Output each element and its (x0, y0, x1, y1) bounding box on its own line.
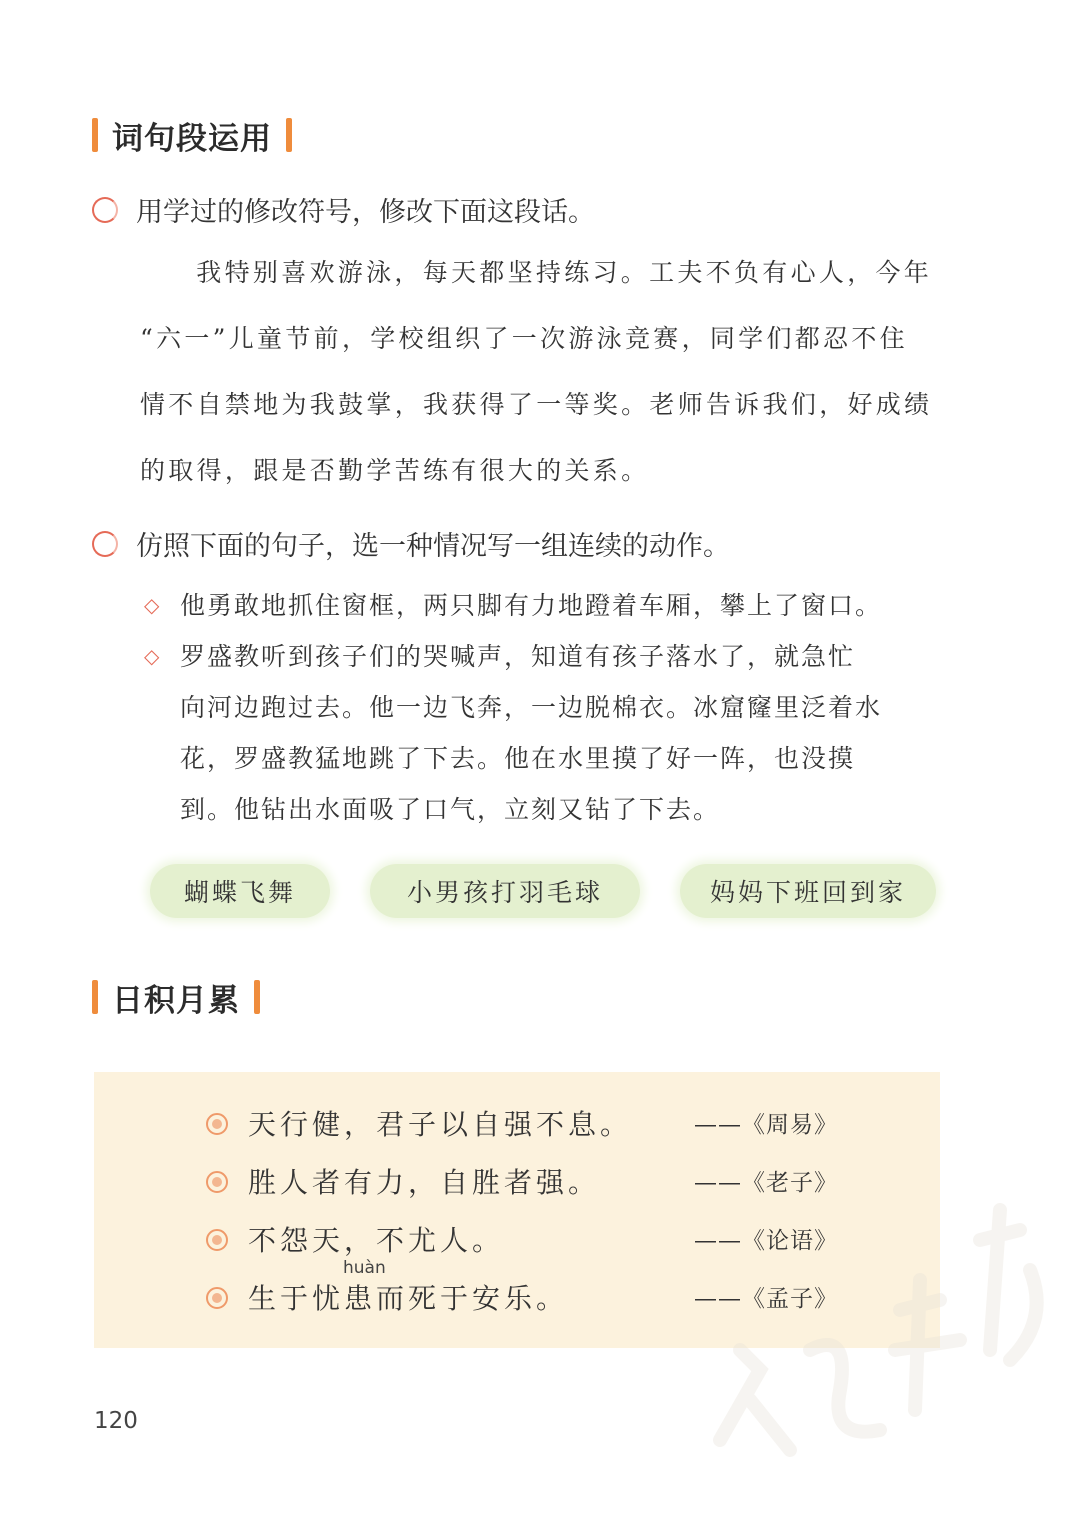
ring-bullet-icon (206, 1171, 228, 1193)
example-2-line (140, 631, 940, 682)
example-2-line (140, 682, 940, 733)
question-1-prompt: 用学过的修改符号，修改下面这段话。 (136, 197, 595, 228)
paragraph-line: 情不自禁地为我鼓掌，我获得了一等奖。老师告诉我们，好成绩 (140, 390, 933, 419)
ring-bullet-icon (206, 1113, 228, 1135)
quote-text: 生于忧患而死于安乐。 (248, 1282, 569, 1315)
diamond-bullet-icon: ◇ (144, 644, 162, 668)
quote-source: ——《论语》 (694, 1228, 838, 1254)
quote-text: 不怨天，不尤人。 (248, 1224, 505, 1257)
question-2-prompt: 仿照下面的句子，选一种情况写一组连续的动作。 (136, 531, 730, 562)
paragraph-line: 我特别喜欢游泳，每天都坚持练习。工夫不负有心人，今年 (168, 258, 933, 287)
question-1-paragraph (140, 240, 940, 504)
example-1-text: 他勇敢地抓住窗框，两只脚有力地蹬着车厢，攀上了窗口。 (180, 591, 883, 620)
quote-source: ——《老子》 (694, 1170, 838, 1196)
option-chip-mom-home: 妈妈下班回到家 (680, 864, 936, 918)
example-2-text: 罗盛教听到孩子们的哭喊声，知道有孩子落水了，就急忙 (180, 642, 856, 671)
question-1 (92, 190, 595, 229)
diamond-bullet-icon: ◇ (144, 593, 162, 617)
quote-source: ——《孟子》 (694, 1286, 838, 1312)
section-title-text: 日积月累 (112, 982, 240, 1019)
example-sentences (140, 580, 940, 835)
ring-bullet-icon (206, 1287, 228, 1309)
circle-bullet-icon (92, 531, 118, 557)
quote-source: ——《周易》 (694, 1112, 838, 1138)
title-bar-right (254, 980, 260, 1014)
option-chip-badminton: 小男孩打羽毛球 (370, 864, 640, 918)
circle-bullet-icon (92, 197, 118, 223)
title-bar-right (286, 118, 292, 152)
ring-bullet-icon (206, 1229, 228, 1251)
section-title-text: 词句段运用 (112, 120, 272, 157)
paragraph-line: 的取得，跟是否勤学苦练有很大的关系。 (140, 456, 650, 485)
page-number: 120 (94, 1408, 138, 1434)
example-2-text: 花，罗盛教猛地跳了下去。他在水里摸了好一阵，也没摸 (180, 744, 856, 773)
question-2 (92, 524, 730, 563)
pinyin-annotation: huàn (343, 1258, 386, 1278)
example-1 (140, 580, 940, 631)
example-2-text: 向河边跑过去。他一边飞奔，一边脱棉衣。冰窟窿里泛着水 (180, 693, 883, 722)
option-chip-butterfly: 蝴蝶飞舞 (150, 864, 330, 918)
quote-text: 胜人者有力，自胜者强。 (248, 1166, 601, 1199)
quote-item (206, 1100, 846, 1150)
example-2-line (140, 784, 940, 835)
quote-text: 天行健，君子以自强不息。 (248, 1108, 633, 1141)
paragraph-line: “六一”儿童节前，学校组织了一次游泳竞赛，同学们都忍不住 (140, 324, 908, 353)
section-title-usage (92, 110, 292, 160)
watermark-icon (700, 1150, 1080, 1470)
title-bar-left (92, 980, 98, 1014)
example-2-line (140, 733, 940, 784)
title-bar-left (92, 118, 98, 152)
example-2-text: 到。他钻出水面吸了口气，立刻又钻了下去。 (180, 795, 721, 824)
section-title-accumulate (92, 972, 260, 1022)
